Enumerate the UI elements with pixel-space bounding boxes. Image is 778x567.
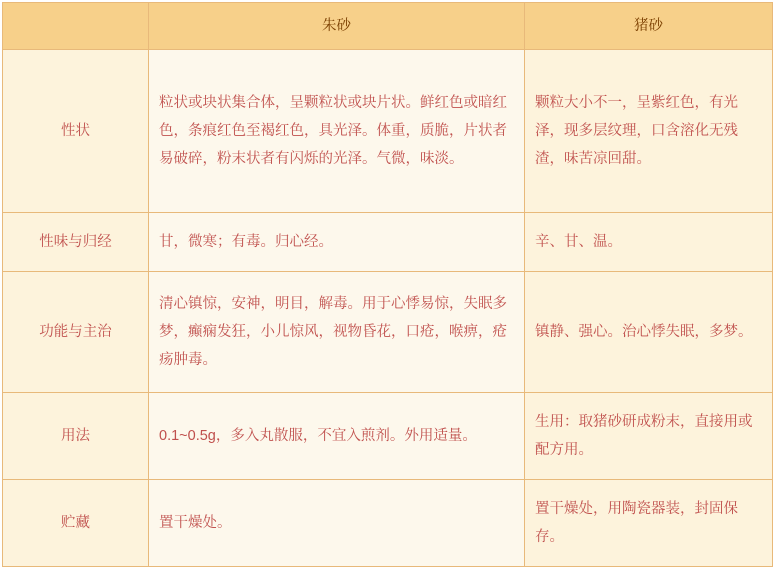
table-row [3, 480, 773, 567]
row-label-zhucang: 贮藏 [3, 480, 149, 567]
row-label-gongneng-zhuzhi: 功能与主治 [3, 272, 149, 393]
cell-zhucang-zhusha-pig [525, 480, 773, 567]
comparison-table [2, 2, 773, 567]
row-label-yongfa: 用法 [3, 393, 149, 480]
cell-text: 清心镇惊，安神，明目，解毒。用于心悸易惊，失眠多梦，癫痫发狂，小儿惊风，视物昏花，口疮，喉痹，疮疡肿毒。 [159, 295, 507, 369]
cell-text: 辛、甘、温。 [535, 233, 622, 250]
cell-xingzhuang-zhusha-pig [525, 50, 773, 213]
header-column-zhusha: 朱砂 [149, 3, 525, 50]
header-column-zhusha-pig: 猪砂 [525, 3, 773, 50]
cell-zhucang-zhusha [149, 480, 525, 567]
header-corner-cell [3, 3, 149, 50]
cell-text: 0.1~0.5g，多入丸散服，不宜入煎剂。外用适量。 [159, 427, 477, 444]
cell-text: 置干燥处。 [159, 514, 232, 531]
cell-yongfa-zhusha [149, 393, 525, 480]
cell-yongfa-zhusha-pig [525, 393, 773, 480]
table-row [3, 272, 773, 393]
cell-text: 粒状或块状集合体，呈颗粒状或块片状。鲜红色或暗红色，条痕红色至褐红色，具光泽。体重，质脆，片状者易破碎，粉末状者有闪烁的光泽。气微，味淡。 [159, 94, 507, 168]
cell-text: 生用：取猪砂研成粉末，直接用或配方用。 [535, 413, 753, 458]
cell-gongneng-zhusha [149, 272, 525, 393]
cell-text: 镇静、强心。治心悸失眠，多梦。 [535, 323, 753, 340]
cell-gongneng-zhusha-pig [525, 272, 773, 393]
cell-xingzhuang-zhusha [149, 50, 525, 213]
cell-text: 置干燥处，用陶瓷器装，封固保存。 [535, 500, 738, 545]
cell-text: 甘，微寒；有毒。归心经。 [159, 233, 333, 250]
table-header-row [3, 3, 773, 50]
table-header [3, 3, 773, 50]
cell-xingwei-zhusha-pig [525, 213, 773, 272]
table-row [3, 393, 773, 480]
table-body [3, 50, 773, 567]
cell-xingwei-zhusha [149, 213, 525, 272]
table-row [3, 213, 773, 272]
table-row [3, 50, 773, 213]
cell-text: 颗粒大小不一，呈紫红色，有光泽，现多层纹理，口含溶化无残渣，味苦凉回甜。 [535, 94, 738, 168]
row-label-xingwei-guijing: 性味与归经 [3, 213, 149, 272]
row-label-xingzhuang: 性状 [3, 50, 149, 213]
